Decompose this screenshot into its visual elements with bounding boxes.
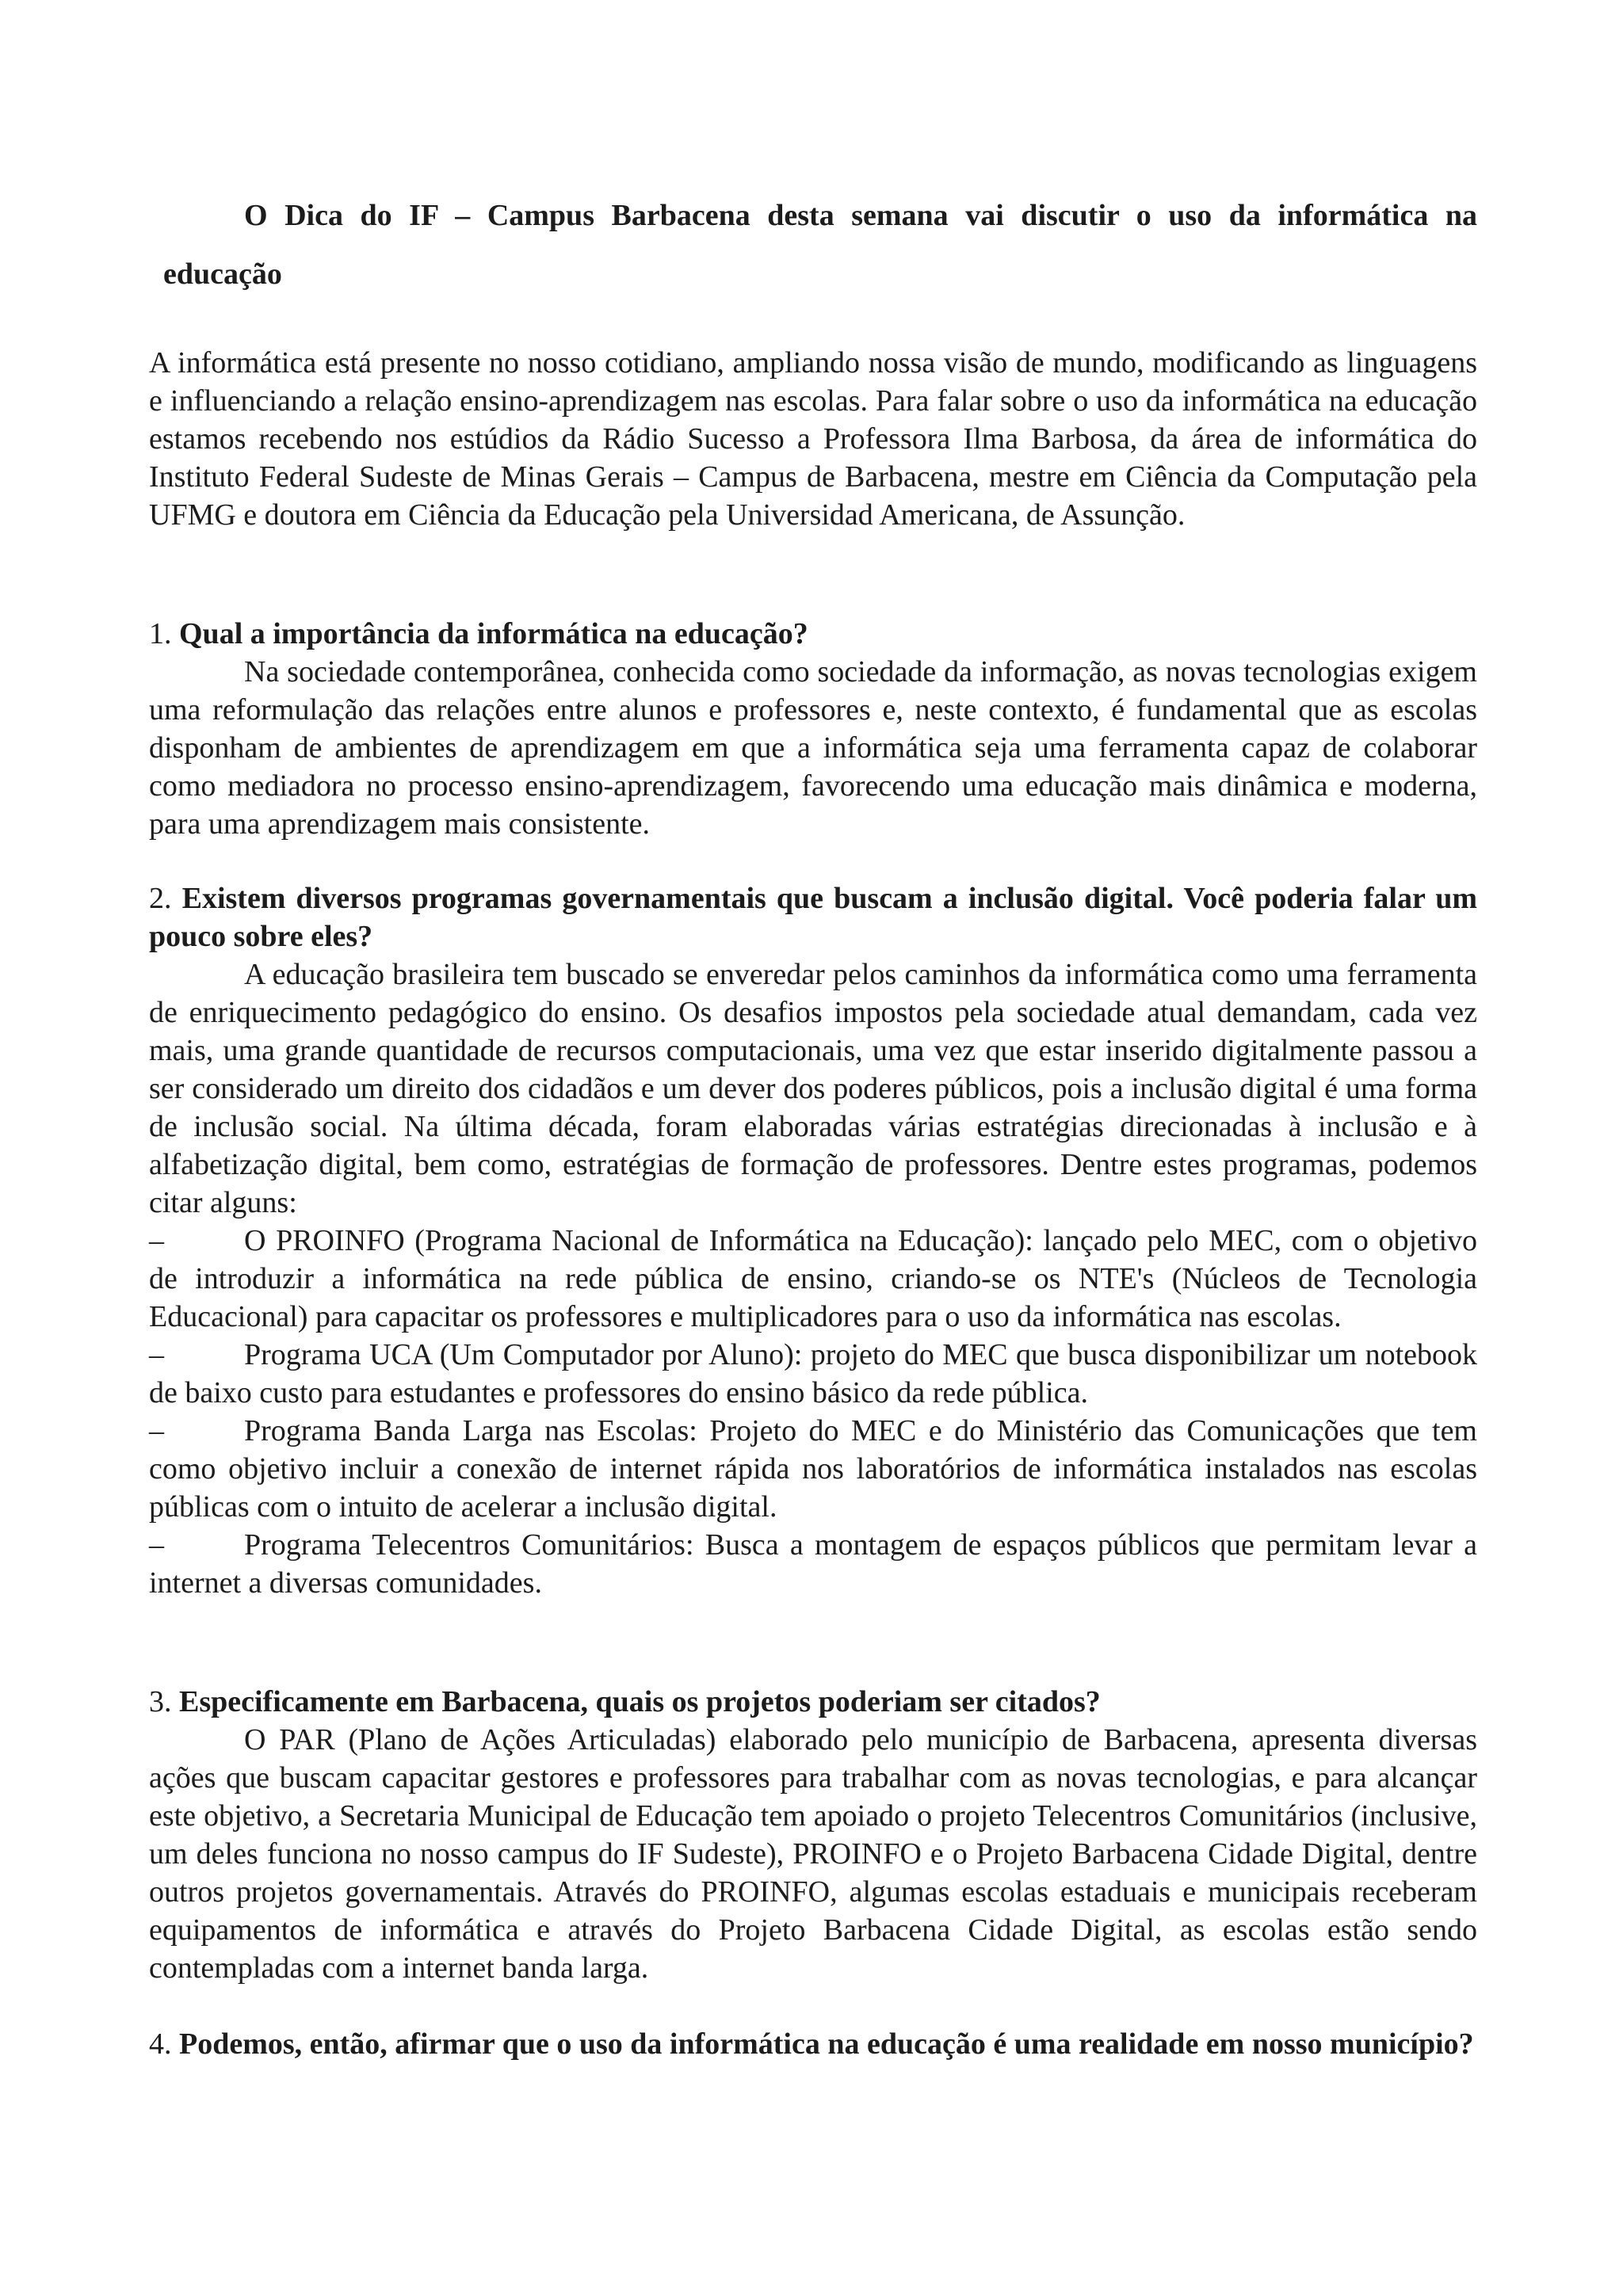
question-3-section [149,1683,1477,1987]
list-item: – O PROINFO (Programa Nacional de Informática na Educação): lançado pelo MEC, com o objetivo de introduzir a informática na rede pública de ensino, criando-se os NTE's (Núcleos de Tecnologia Educacional) para capacitar os professores e multiplicadores para o uso da informática nas escolas. [149,1222,1477,1336]
question-number: 4. [149,2027,172,2061]
question-4-section [149,2025,1477,2063]
list-item: – Programa Telecentros Comunitários: Busca a montagem de espaços públicos que permitam levar a internet a diversas comunidades. [149,1526,1477,1602]
answer-1-paragraph: Na sociedade contemporânea, conhecida como sociedade da informação, as novas tecnologias exigem uma reformulação das relações entre alunos e professores e, neste contexto, é fundamental que as escolas disponham de ambientes de aprendizagem em que a informática seja uma ferramenta capaz de colaborar como mediadora no processo ensino-aprendizagem, favorecendo uma educação mais dinâmica e moderna, para uma aprendizagem mais consistente. [149,655,1477,841]
dash-bullet: – [149,1224,164,1257]
dash-bullet: – [149,1414,164,1447]
question-number: 3. [149,1685,172,1718]
question-number: 2. [149,882,172,915]
question-3-heading [149,1683,1477,1721]
question-text: Existem diversos programas governamentais que buscam a inclusão digital. Você poderia falar um pouco sobre eles? [149,882,1477,953]
question-2-section [149,879,1477,1602]
intro-paragraph: A informática está presente no nosso cotidiano, ampliando nossa visão de mundo, modificando as linguagens e influenciando a relação ensino-aprendizagem nas escolas. Para falar sobre o uso da informática na educação estamos recebendo nos estúdios da Rádio Sucesso a Professora Ilma Barbosa, da área de informática do Instituto Federal Sudeste de Minas Gerais – Campus de Barbacena, mestre em Ciência da Computação pela UFMG e doutora em Ciência da Educação pela Universidad Americana, de Assunção. [149,346,1477,532]
question-4-heading [149,2025,1477,2063]
intro-section [149,344,1477,534]
question-text: Especificamente em Barbacena, quais os projetos poderiam ser citados? [179,1685,1101,1718]
dash-bullet: – [149,1338,164,1371]
question-number: 1. [149,617,172,650]
question-text: Podemos, então, afirmar que o uso da informática na educação é uma realidade em nosso município? [179,2027,1474,2061]
answer-3-paragraph: O PAR (Plano de Ações Articuladas) elaborado pelo município de Barbacena, apresenta diversas ações que buscam capacitar gestores e professores para trabalhar com as novas tecnologias, e para alcançar este objetivo, a Secretaria Municipal de Educação tem apoiado o projeto Telecentros Comunitários (inclusive, um deles funciona no nosso campus do IF Sudeste), PROINFO e o Projeto Barbacena Cidade Digital, dentre outros projetos governamentais. Através do PROINFO, algumas escolas estaduais e municipais receberam equipamentos de informática e através do Projeto Barbacena Cidade Digital, as escolas estão sendo contempladas com a internet banda larga. [149,1723,1477,1985]
question-1-section [149,615,1477,843]
dash-bullet: – [149,1528,164,1562]
question-2-heading [149,879,1477,955]
answer-2-paragraph: A educação brasileira tem buscado se enveredar pelos caminhos da informática como uma ferramenta de enriquecimento pedagógico do ensino. Os desafios impostos pela sociedade atual demandam, cada vez mais, uma grande quantidade de recursos computacionais, uma vez que estar inserido digitalmente passou a ser considerado um direito dos cidadãos e um dever dos poderes públicos, pois a inclusão digital é uma forma de inclusão social. Na última década, foram elaboradas várias estratégias direcionadas à inclusão e à alfabetização digital, bem como, estratégias de formação de professores. Dentre estes programas, podemos citar alguns: [149,958,1477,1219]
list-item: – Programa Banda Larga nas Escolas: Projeto do MEC e do Ministério das Comunicações que tem como objetivo incluir a conexão de internet rápida nos laboratórios de informática instalados nas escolas públicas com o intuito de acelerar a inclusão digital. [149,1412,1477,1526]
document-title-line2: educação [163,257,282,291]
question-text: Qual a importância da informática na educação? [179,617,808,650]
list-item: – Programa UCA (Um Computador por Aluno): projeto do MEC que busca disponibilizar um notebook de baixo custo para estudantes e professores do ensino básico da rede pública. [149,1336,1477,1412]
question-1-heading [149,615,1477,653]
document-title-line1: O Dica do IF – Campus Barbacena desta semana vai discutir o uso da informática na [244,199,1477,232]
